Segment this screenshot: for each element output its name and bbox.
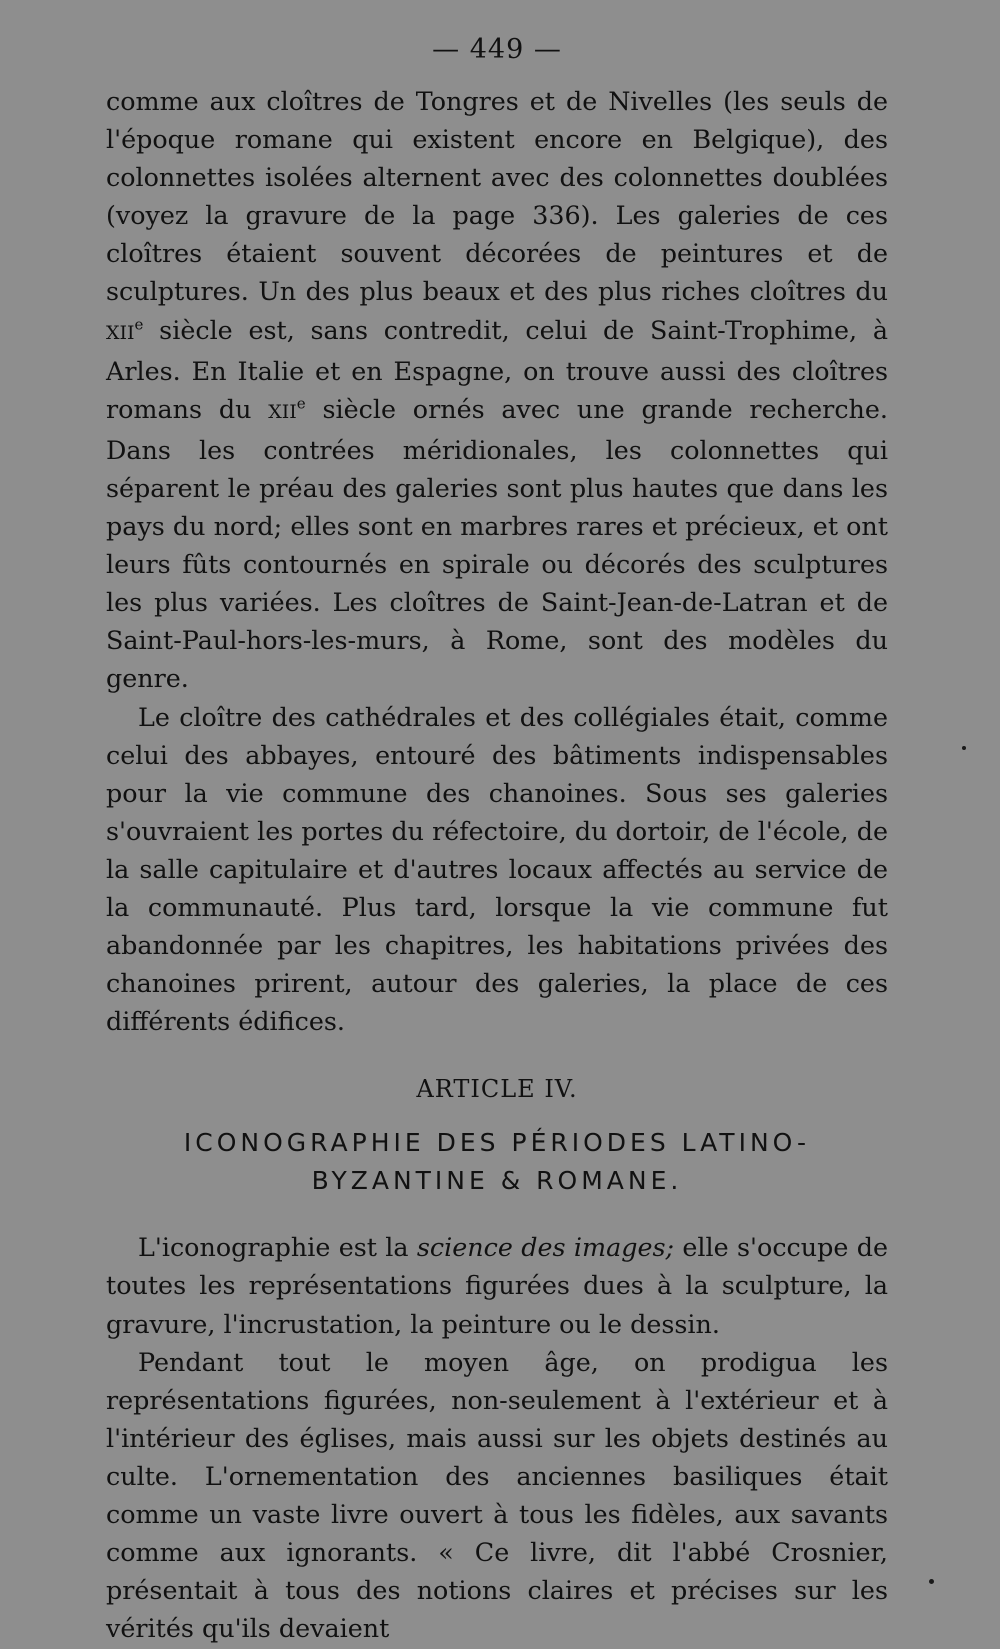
century-numeral: XII (268, 400, 297, 423)
paragraph-cathedral-cloister: Le cloître des cathédrales et des collégiales était, comme celui des abbayes, entouré des bâtiments indispensables pour la vie commune des chanoines. Sous ses galeries s'ouvraient les portes du réfectoire, du dortoir, de l'école, de la salle capitulaire et d'autres locaux affectés au service de la communauté. Plus tard, lorsque la vie commune fut abandonnée par les chapitres, les habitations privées des chanoines prirent, autour des galeries, la place de ces différents édifices. (106, 701, 888, 1037)
page-number: — 449 — (432, 34, 562, 65)
paragraph-iconography-after: elle s'occupe de toutes les représentations figurées dues à la sculpture, la gravure, l'incrustation, la peinture ou le dessin. (106, 1232, 889, 1339)
paragraph-cloisters (106, 82, 888, 698)
paragraph-iconography-definition (106, 1228, 888, 1342)
section-title-line-2: BYZANTINE & ROMANE. (311, 1166, 683, 1196)
paragraph-iconography-before: L'iconographie est la (138, 1232, 417, 1263)
paragraph-cloisters-text-b: siècle est, sans contredit, celui de Saint-Trophime, à Arles. En Italie et en Espagne, on trouve aussi des cloîtres romans du (106, 314, 888, 424)
paragraph-cloisters-text-c: siècle ornés avec une grande recherche. Dans les contrées méridionales, les colonnettes qui séparent le préau des galeries sont plus hautes que dans les pays du nord; elles sont en marbres rares et précieux, et ont leurs fûts contournés en spirale ou décorés des sculptures les plus variées. Les cloîtres de Saint-Jean-de-Latran et de Saint-Paul-hors-les-murs, à Rome, sont des modèles du genre. (106, 393, 888, 694)
section-title-line-1: ICONOGRAPHIE DES PÉRIODES LATINO- (183, 1128, 811, 1158)
paragraph-iconography-italic: science des images; (416, 1232, 675, 1263)
century-numeral: XII (106, 321, 135, 344)
margin-speck (929, 1579, 934, 1584)
section-title (106, 1124, 888, 1200)
article-heading: ARTICLE IV. (416, 1075, 578, 1104)
century-superscript: e (134, 315, 144, 334)
document-page (106, 30, 888, 1647)
margin-speck (962, 746, 966, 750)
century-superscript: e (296, 394, 306, 413)
paragraph-cloisters-text-a: comme aux cloîtres de Tongres et de Nivelles (les seuls de l'époque romane qui existent encore en Belgique), des colonnettes isolées alternent avec des colonnettes doublées (voyez la gravure de la page 336). Les galeries de ces cloîtres étaient souvent décorées de peintures et de sculptures. Un des plus beaux et des plus riches cloîtres du (106, 86, 888, 307)
paragraph-middle-ages: Pendant tout le moyen âge, on prodigua les représentations figurées, non-seulement à l'extérieur et à l'intérieur des églises, mais aussi sur les objets destinés au culte. L'ornementation des anciennes basiliques était comme un vaste livre ouvert à tous les fidèles, aux savants comme aux ignorants. « Ce livre, dit l'abbé Crosnier, présentait à tous des notions claires et précises sur les vérités qu'ils devaient (106, 1346, 888, 1644)
